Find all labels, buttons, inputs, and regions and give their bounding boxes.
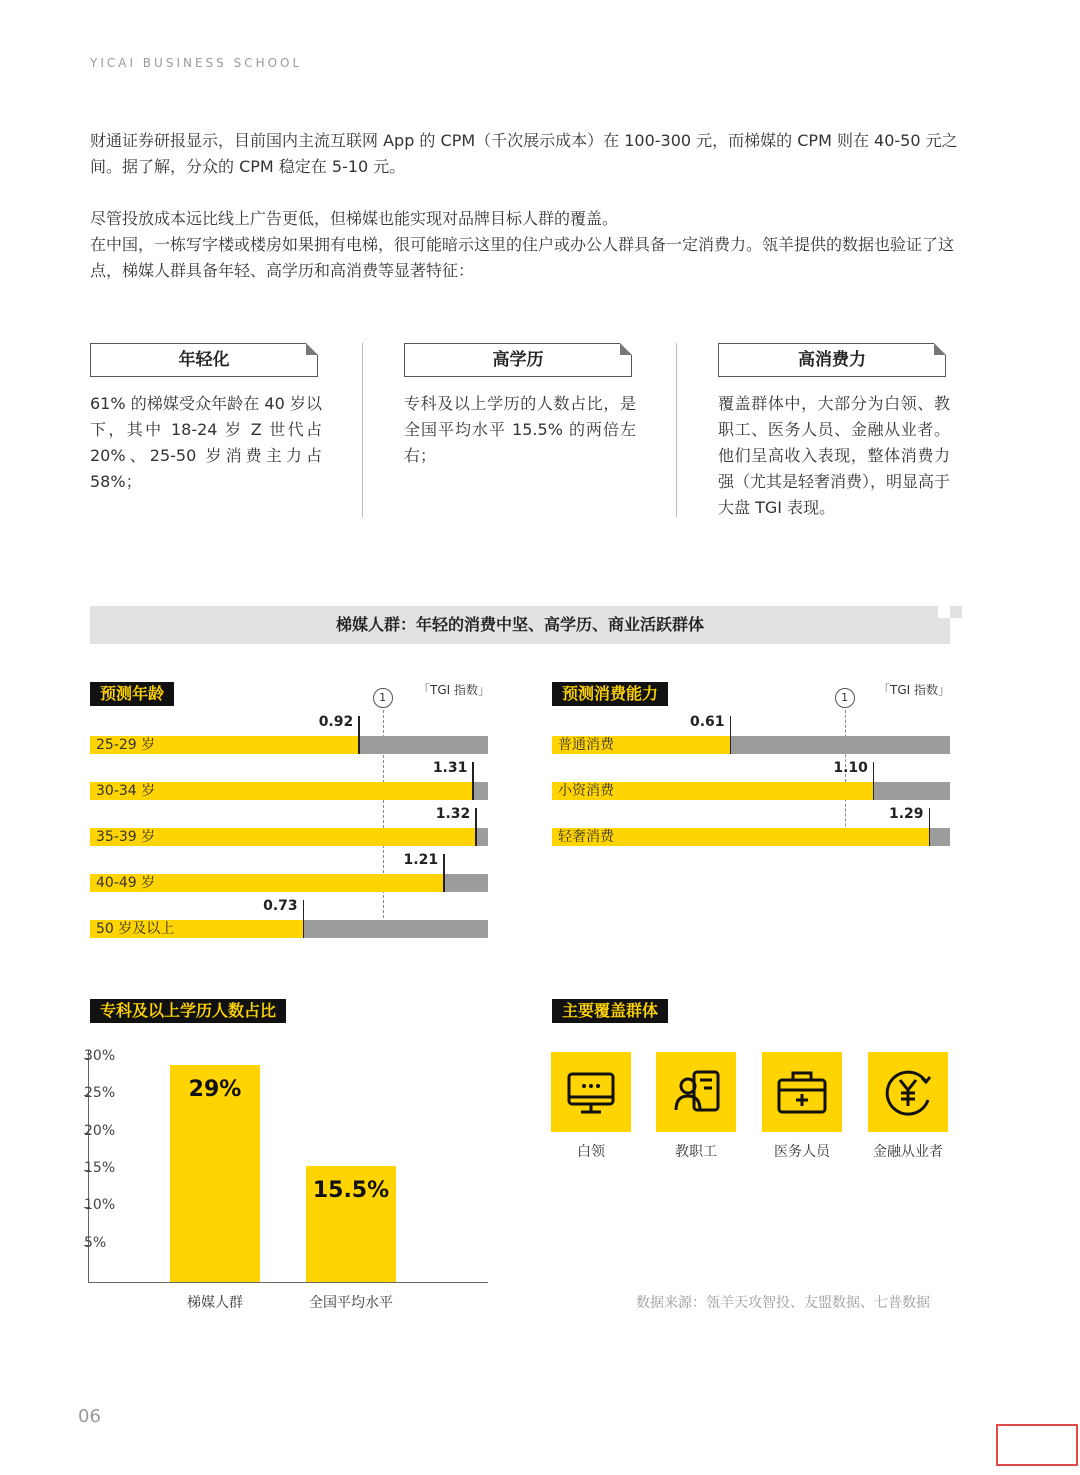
group-label: 医务人员 xyxy=(774,1144,830,1160)
education-column-chart xyxy=(70,1040,500,1320)
card-divider xyxy=(676,343,677,517)
group-label: 金融从业者 xyxy=(873,1144,943,1160)
y-tick-label: 20% xyxy=(84,1122,116,1139)
groups-title: 主要覆盖群体 xyxy=(552,999,668,1023)
x-axis-line xyxy=(88,1282,488,1283)
card-title-spending xyxy=(718,343,946,377)
y-tick-label: 15% xyxy=(84,1160,116,1176)
card-title-text: 年轻化 xyxy=(178,350,230,370)
intro-line-2: 在中国，一栋写字楼或楼房如果拥有电梯，很可能暗示这里的住户或办公人群具备一定消费力。瓴羊提供的数据也验证了这点，梯媒人群具备年轻、高学历和高消费等显著特征： xyxy=(90,235,955,280)
intro-paragraph-2 xyxy=(90,206,960,284)
teacher-icon xyxy=(656,1052,736,1132)
group-tile-white-collar xyxy=(551,1052,631,1132)
y-tick-label: 25% xyxy=(84,1085,116,1102)
card-text-education: 专科及以上学历的人数占比，是全国平均水平 15.5% 的两倍左右； xyxy=(404,394,636,465)
bar-tick xyxy=(358,716,360,754)
section-band: 梯媒人群：年轻的消费中坚、高学历、商业活跃群体 xyxy=(90,606,950,644)
reference-line xyxy=(845,710,846,846)
group-label: 白领 xyxy=(577,1144,605,1160)
reference-marker: 1 xyxy=(373,688,393,708)
bar-data-label: 0.61 xyxy=(689,714,725,730)
bar-category-label: 普通消费 xyxy=(558,737,614,753)
bar-data-label: 0.92 xyxy=(318,714,354,730)
bar-tick xyxy=(873,762,875,800)
bar-data-label: 1.10 xyxy=(833,760,868,776)
consumption-chart-title: 预测消费能力 xyxy=(552,682,668,706)
data-source: 数据来源：瓴羊天攻智投、友盟数据、七普数据 xyxy=(636,1295,930,1311)
card-title-text: 高消费力 xyxy=(798,350,866,370)
bar-category-label: 40-49 岁 xyxy=(96,875,156,891)
watermark-seal xyxy=(996,1424,1078,1466)
reference-marker: 1 xyxy=(835,688,855,708)
x-category-label: 全国平均水平 xyxy=(309,1295,393,1311)
bar-tick xyxy=(443,854,445,892)
bar-category-label: 小资消费 xyxy=(558,783,614,799)
yen-icon xyxy=(868,1052,948,1132)
bar-tick xyxy=(475,808,477,846)
band-decoration xyxy=(938,606,950,618)
group-tile-finance xyxy=(868,1052,948,1132)
bar-data-label: 1.32 xyxy=(435,806,471,822)
y-tick-label: 30% xyxy=(84,1048,116,1064)
bar-data-label: 1.29 xyxy=(888,806,924,822)
medical-kit-icon xyxy=(762,1052,842,1132)
fold-corner xyxy=(306,343,318,355)
bar-data-label: 0.73 xyxy=(263,898,298,914)
column-data-label: 15.5% xyxy=(312,1178,390,1204)
brand-header: YICAI BUSINESS SCHOOL xyxy=(90,56,303,70)
age-chart-unit: 「TGI 指数」 xyxy=(418,683,490,697)
bar-category-label: 35-39 岁 xyxy=(96,829,156,845)
bar-category-label: 轻奢消费 xyxy=(558,829,614,845)
bar-tick xyxy=(303,900,305,938)
bar-tick xyxy=(472,762,474,800)
consumption-bar-chart xyxy=(552,682,952,852)
fold-corner xyxy=(620,343,632,355)
card-divider xyxy=(362,343,363,517)
bar-category-label: 25-29 岁 xyxy=(96,737,156,753)
group-tile-medical xyxy=(762,1052,842,1132)
intro-paragraph-1: 财通证券研报显示，目前国内主流互联网 App 的 CPM（千次展示成本）在 100-300 元，而梯媒的 CPM 则在 40-50 元之间。据了解，分众的 CPM 稳定在 5-10 元。 xyxy=(90,131,958,176)
bar-category-label: 30-34 岁 xyxy=(96,783,156,799)
bar-data-label: 1.31 xyxy=(432,760,468,776)
consumption-chart-unit: 「TGI 指数」 xyxy=(878,683,950,697)
column-data-label: 29% xyxy=(188,1077,242,1103)
age-chart-title: 预测年龄 xyxy=(90,682,174,706)
card-text-young: 61% 的梯媒受众年龄在 40 岁以下，其中 18-24 岁 Z 世代占 20%、25-50 岁消费主力占 58%； xyxy=(90,394,322,491)
fold-corner xyxy=(934,343,946,355)
page-number: 06 xyxy=(78,1406,101,1427)
x-category-label: 梯媒人群 xyxy=(187,1295,243,1311)
bar-tick xyxy=(730,716,732,754)
card-title-text: 高学历 xyxy=(492,350,544,370)
band-decoration xyxy=(950,618,962,644)
age-bar-chart xyxy=(90,682,490,942)
y-tick-label: 5% xyxy=(84,1234,107,1251)
card-text-spending: 覆盖群体中，大部分为白领、教职工、医务人员、金融从业者。他们呈高收入表现，整体消费力强（尤其是轻奢消费），明显高于大盘 TGI 表现。 xyxy=(718,394,951,517)
education-chart-title: 专科及以上学历人数占比 xyxy=(90,999,286,1023)
card-title-education xyxy=(404,343,632,377)
group-tile-teacher xyxy=(656,1052,736,1132)
y-tick-label: 10% xyxy=(84,1197,116,1214)
group-label: 教职工 xyxy=(675,1144,717,1160)
card-title-young xyxy=(90,343,318,377)
monitor-icon xyxy=(551,1052,631,1132)
bar-tick xyxy=(929,808,931,846)
band-decoration xyxy=(950,606,962,618)
bar-category-label: 50 岁及以上 xyxy=(96,921,175,937)
intro-line-1: 尽管投放成本远比线上广告更低，但梯媒也能实现对品牌目标人群的覆盖。 xyxy=(90,209,619,228)
bar-data-label: 1.21 xyxy=(403,852,439,868)
